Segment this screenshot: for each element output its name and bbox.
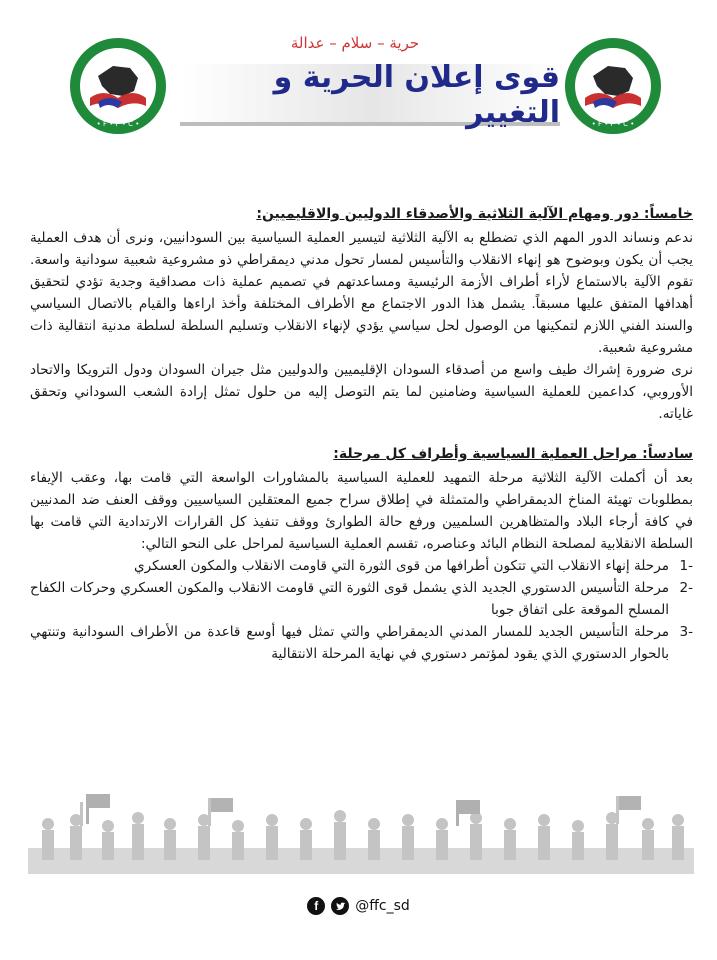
ffc-logo-left [68,36,168,136]
list-item-number: -3 [679,624,693,640]
list-item [30,577,693,621]
document-body [30,203,693,665]
section6-heading: سادساً: مراحل العملية السياسية وأطراف كل مرحلة: [333,446,693,462]
phases-list [30,555,693,665]
header-title: قوى إعلان الحرية و التغيير [273,60,560,130]
header-title-band [180,60,560,130]
list-item-text: مرحلة التأسيس الجديد للمسار المدني الديمقراطي والتي تمثل فيها أوسع قاعدة من الأطراف السودانية وتنتهي بالحوار الدستوري الذي يقود لمؤتمر دستوري في نهاية المرحلة الانتقالية [30,624,669,662]
section5-heading: خامساً: دور ومهام الآلية الثلاثية والأصدقاء الدوليين والاقليميين: [256,206,693,222]
list-item-number: -2 [679,580,693,596]
list-item-text: مرحلة إنهاء الانقلاب التي تتكون أطرافها من قوى الثورة التي قاومت الانقلاب والمكون العسكري [133,558,669,574]
social-handle[interactable]: @ffc_sd [355,898,410,914]
social-footer [0,897,717,915]
section5-paragraph-2: نرى ضرورة إشراك طيف واسع من أصدقاء السودان الإقليميين والدوليين مثل جيران السودان ودول الترويكا والاتحاد الأوروبي، كداعمين للعملية السياسية وضامنين لما يتم التوصل إليه من حلول تمثل إرادة الشعب السوداني وتحقق غاياته. [30,362,693,422]
svg-text:• F • F • C •: • F • F • C • [591,120,635,128]
twitter-icon[interactable] [331,897,349,915]
list-item [30,555,693,577]
list-item [30,621,693,665]
list-item-number: -1 [679,558,693,574]
slogan: حرية – سلام – عدالة [290,34,420,52]
section6-intro: بعد أن أكملت الآلية الثلاثية مرحلة التمهيد للعملية السياسية بالمشاورات الواسعة التي قامت بها، وعقب الإيفاء بمطلوبات تهيئة المناخ الديمقراطي والمتمثلة في إطلاق سراح جميع المعتقلين السياسيين ووقف العنف ضد المدنيين في كافة أرجاء البلاد والمتظاهرين السلميين ورفع حالة الطوارئ ووقف تنفيذ كل القرارات الارتدادية التي قامت بها السلطة الانقلابية لمصلحة النظام البائد وعناصره، تقسم العملية السياسية لمراحل على النحو التالي: [30,470,693,552]
protest-crowd-illustration [28,790,694,874]
facebook-icon[interactable]: f [307,897,325,915]
list-item-text: مرحلة التأسيس الدستوري الجديد الذي يشمل قوى الثورة التي قاومت الانقلاب والمكون العسكري وحركات الكفاح المسلح الموقعة على اتفاق جوبا [30,580,669,618]
ffc-logo-right [563,36,663,136]
section5-paragraph-1: ندعم ونساند الدور المهم الذي تضطلع به الآلية الثلاثية لتيسير العملية السياسية بين السودانيين، ونرى أن هدف العملية يجب أن يكون وبوضوح هو إنهاء الانقلاب والتأسيس لمسار تحول مدني ديمقراطي ذو مشروعية شعبية سودانية واسعة. تقوم الآلية بالاستماع لأراء أطراف الأزمة الرئيسية ومساعدتهم في تصميم عملية ذات مصداقية وجدية تؤدي لتحقيق أهدافها المتفق عليها مسبقاً. يشمل هذا الدور الاجتماع مع الأطراف المختلفة وأخذ اراءها والقيام بالاتصال السياسي والسند الفني اللازم لتمكينها من الوصول لحل سياسي يؤدي لإنهاء الانقلاب وتسليم السلطة لسلطة مدنية انتقالية ذات مشروعية شعبية. [30,230,693,356]
svg-text:• F • F • C •: • F • F • C • [96,120,140,128]
